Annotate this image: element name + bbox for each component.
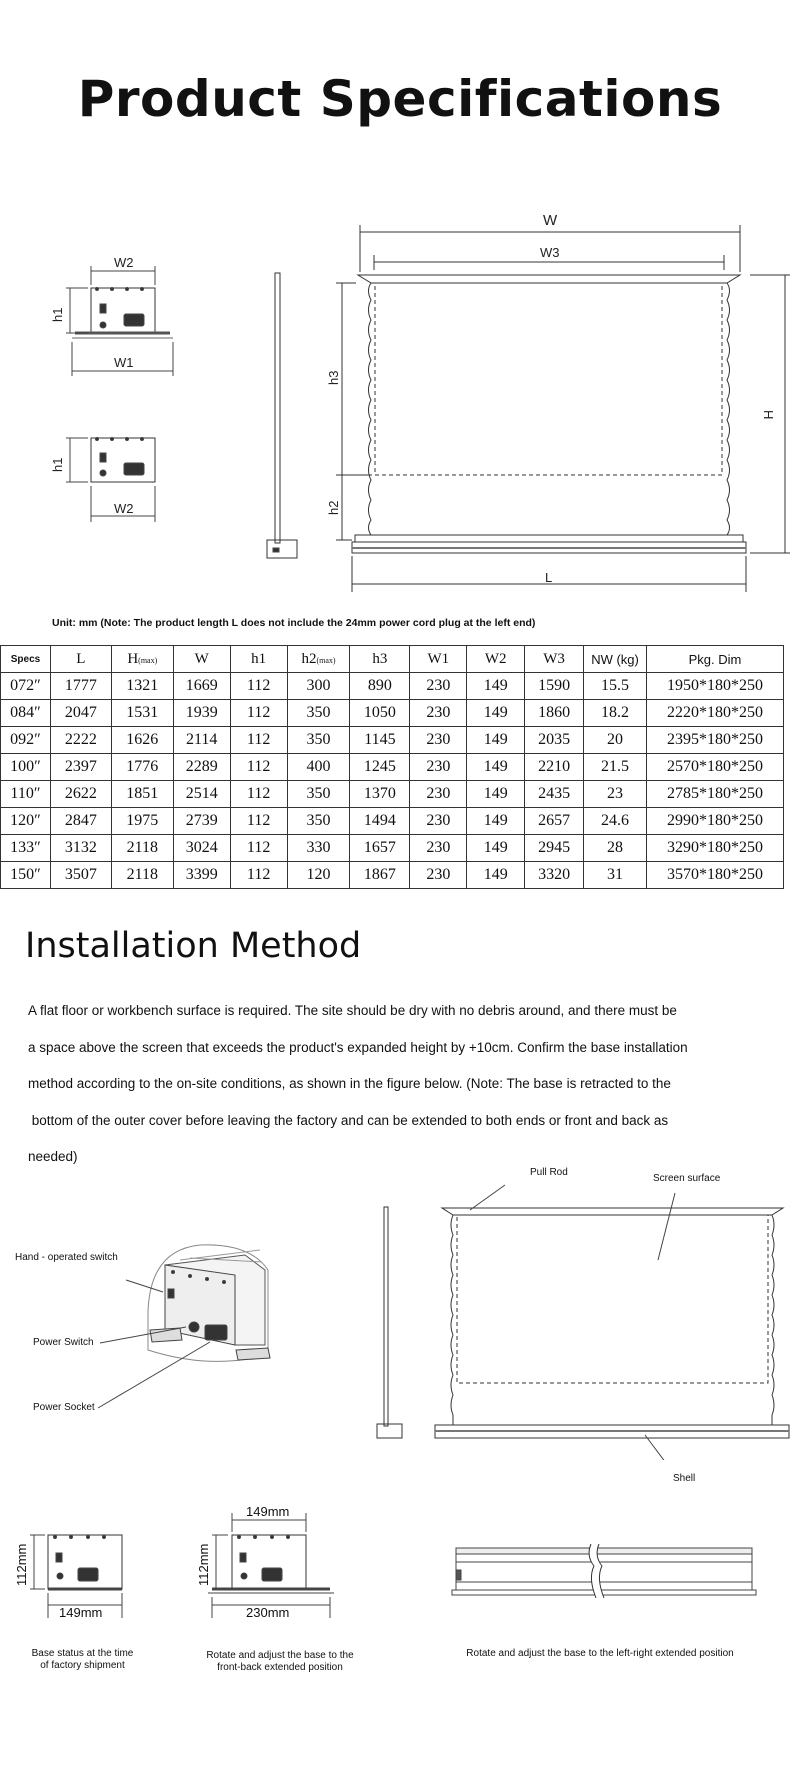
spec-cell: 092″ bbox=[1, 727, 51, 754]
installation-diagram bbox=[0, 1160, 800, 1460]
dim-149-label: 149mm bbox=[59, 1605, 103, 1620]
spec-cell: 350 bbox=[287, 781, 350, 808]
spec-cell: 890 bbox=[350, 673, 410, 700]
spec-cell: 110″ bbox=[1, 781, 51, 808]
spec-cell: 149 bbox=[467, 754, 525, 781]
spec-table bbox=[0, 645, 784, 889]
header-w3: W3 bbox=[525, 646, 584, 673]
spec-cell: 1939 bbox=[173, 700, 230, 727]
header-specs: Specs bbox=[1, 646, 51, 673]
spec-row bbox=[1, 808, 784, 835]
dim-112-label-2: 112mm bbox=[196, 1543, 211, 1586]
spec-cell: 149 bbox=[467, 673, 525, 700]
spec-cell: 28 bbox=[584, 835, 647, 862]
spec-cell: 2622 bbox=[50, 781, 111, 808]
dim-112-label: 112mm bbox=[14, 1543, 29, 1586]
unit-note: Unit: mm (Note: The product length L does not include the 24mm power cord plug at the left end) bbox=[52, 617, 536, 629]
spec-cell: 21.5 bbox=[584, 754, 647, 781]
side-view-pole bbox=[267, 273, 297, 558]
spec-row bbox=[1, 673, 784, 700]
spec-table-body bbox=[1, 673, 784, 889]
spec-cell: 3399 bbox=[173, 862, 230, 889]
spec-cell: 330 bbox=[287, 835, 350, 862]
dim-w2-label-2: W2 bbox=[114, 501, 134, 516]
spec-row bbox=[1, 862, 784, 889]
spec-cell: 2990*180*250 bbox=[647, 808, 784, 835]
spec-header-row bbox=[1, 646, 784, 673]
base-front-view-2 bbox=[66, 438, 155, 523]
installation-line: A flat floor or workbench surface is required. The site should be dry with no debris around, and there must be bbox=[28, 1003, 677, 1018]
spec-cell: 2222 bbox=[50, 727, 111, 754]
spec-cell: 1370 bbox=[350, 781, 410, 808]
spec-cell: 2657 bbox=[525, 808, 584, 835]
spec-cell: 1626 bbox=[111, 727, 173, 754]
base-left-right-position bbox=[452, 1544, 756, 1598]
dim-l-label: L bbox=[545, 570, 553, 585]
spec-cell: 2395*180*250 bbox=[647, 727, 784, 754]
base-closeup bbox=[148, 1245, 270, 1362]
spec-cell: 1245 bbox=[350, 754, 410, 781]
spec-cell: 2570*180*250 bbox=[647, 754, 784, 781]
spec-cell: 230 bbox=[410, 673, 467, 700]
spec-cell: 100″ bbox=[1, 754, 51, 781]
caption-factory-position: Base status at the time of factory shipment bbox=[31, 1648, 134, 1671]
spec-cell: 350 bbox=[287, 808, 350, 835]
spec-cell: 112 bbox=[230, 808, 287, 835]
spec-cell: 15.5 bbox=[584, 673, 647, 700]
spec-cell: 112 bbox=[230, 862, 287, 889]
header-nw: NW (kg) bbox=[584, 646, 647, 673]
spec-cell: 20 bbox=[584, 727, 647, 754]
spec-cell: 2945 bbox=[525, 835, 584, 862]
header-w1: W1 bbox=[410, 646, 467, 673]
spec-cell: 072″ bbox=[1, 673, 51, 700]
spec-cell: 149 bbox=[467, 781, 525, 808]
spec-row bbox=[1, 781, 784, 808]
base-front-back-position bbox=[208, 1513, 334, 1618]
spec-cell: 149 bbox=[467, 727, 525, 754]
callout-power-socket: Power Socket bbox=[33, 1402, 95, 1413]
spec-cell: 084″ bbox=[1, 700, 51, 727]
dim-h2-label: h2 bbox=[326, 500, 341, 515]
spec-row bbox=[1, 700, 784, 727]
header-w: W bbox=[173, 646, 230, 673]
spec-cell: 2847 bbox=[50, 808, 111, 835]
installation-screen bbox=[435, 1208, 789, 1438]
spec-cell: 3570*180*250 bbox=[647, 862, 784, 889]
dim-149-label-2: 149mm bbox=[246, 1504, 290, 1519]
spec-cell: 350 bbox=[287, 700, 350, 727]
spec-cell: 150″ bbox=[1, 862, 51, 889]
spec-cell: 2397 bbox=[50, 754, 111, 781]
dim-h-label: H bbox=[761, 410, 776, 420]
spec-cell: 149 bbox=[467, 862, 525, 889]
spec-cell: 149 bbox=[467, 808, 525, 835]
spec-cell: 3024 bbox=[173, 835, 230, 862]
spec-cell: 2785*180*250 bbox=[647, 781, 784, 808]
callout-power-switch: Power Switch bbox=[33, 1337, 94, 1348]
installation-title: Installation Method bbox=[25, 926, 362, 966]
header-w2: W2 bbox=[467, 646, 525, 673]
spec-cell: 112 bbox=[230, 700, 287, 727]
spec-cell: 1975 bbox=[111, 808, 173, 835]
spec-cell: 2118 bbox=[111, 835, 173, 862]
spec-cell: 112 bbox=[230, 754, 287, 781]
dim-h3-label: h3 bbox=[326, 370, 341, 385]
spec-cell: 1777 bbox=[50, 673, 111, 700]
callout-shell: Shell bbox=[673, 1473, 696, 1484]
installation-line: needed) bbox=[28, 1149, 78, 1164]
spec-cell: 2114 bbox=[173, 727, 230, 754]
installation-line: bottom of the outer cover before leaving the factory and can be extended to both ends or front and back as bbox=[28, 1112, 669, 1128]
base-positions-diagram bbox=[0, 1500, 800, 1640]
spec-cell: 2514 bbox=[173, 781, 230, 808]
spec-row bbox=[1, 727, 784, 754]
spec-cell: 2739 bbox=[173, 808, 230, 835]
spec-cell: 3320 bbox=[525, 862, 584, 889]
spec-cell: 112 bbox=[230, 727, 287, 754]
spec-cell: 31 bbox=[584, 862, 647, 889]
spec-cell: 1531 bbox=[111, 700, 173, 727]
spec-cell: 18.2 bbox=[584, 700, 647, 727]
spec-cell: 230 bbox=[410, 808, 467, 835]
spec-cell: 3507 bbox=[50, 862, 111, 889]
spec-cell: 1590 bbox=[525, 673, 584, 700]
callout-screen-surface: Screen surface bbox=[653, 1173, 721, 1184]
dim-230-label: 230mm bbox=[246, 1605, 290, 1620]
spec-cell: 2118 bbox=[111, 862, 173, 889]
caption-front-back-position: Rotate and adjust the base to the front-back extended position bbox=[206, 1650, 354, 1673]
header-l: L bbox=[50, 646, 111, 673]
header-h1: h1 bbox=[230, 646, 287, 673]
spec-cell: 3132 bbox=[50, 835, 111, 862]
spec-cell: 1145 bbox=[350, 727, 410, 754]
spec-cell: 2035 bbox=[525, 727, 584, 754]
spec-drawing bbox=[0, 190, 800, 610]
spec-cell: 1867 bbox=[350, 862, 410, 889]
spec-cell: 1657 bbox=[350, 835, 410, 862]
spec-cell: 1669 bbox=[173, 673, 230, 700]
page-title: Product Specifications bbox=[77, 70, 723, 128]
callout-pull-rod: Pull Rod bbox=[530, 1167, 568, 1178]
spec-cell: 112 bbox=[230, 673, 287, 700]
header-pkg-dim: Pkg. Dim bbox=[647, 646, 784, 673]
installation-line: method according to the on-site conditions, as shown in the figure below. (Note: The base is retracted to the bbox=[28, 1076, 671, 1091]
spec-cell: 120″ bbox=[1, 808, 51, 835]
spec-cell: 1494 bbox=[350, 808, 410, 835]
dim-h1-label-2: h1 bbox=[50, 457, 65, 472]
spec-cell: 120 bbox=[287, 862, 350, 889]
spec-cell: 149 bbox=[467, 700, 525, 727]
spec-cell: 230 bbox=[410, 754, 467, 781]
spec-cell: 2220*180*250 bbox=[647, 700, 784, 727]
installation-line: a space above the screen that exceeds the product's expanded height by +10cm. Confirm the base installation bbox=[28, 1039, 688, 1055]
caption-left-right-position: Rotate and adjust the base to the left-right extended position bbox=[466, 1648, 734, 1659]
dim-w3-label: W3 bbox=[540, 245, 560, 260]
spec-cell: 350 bbox=[287, 727, 350, 754]
dim-w2-label: W2 bbox=[114, 255, 134, 270]
callout-hand-switch: Hand - operated switch bbox=[15, 1252, 118, 1263]
spec-cell: 2210 bbox=[525, 754, 584, 781]
dim-w-label: W bbox=[543, 212, 558, 229]
spec-cell: 112 bbox=[230, 781, 287, 808]
spec-cell: 1050 bbox=[350, 700, 410, 727]
header-h2: h2(max) bbox=[287, 646, 350, 673]
spec-cell: 2047 bbox=[50, 700, 111, 727]
spec-row bbox=[1, 835, 784, 862]
spec-cell: 2435 bbox=[525, 781, 584, 808]
dim-h1-label: h1 bbox=[50, 307, 65, 322]
spec-cell: 1860 bbox=[525, 700, 584, 727]
spec-cell: 1776 bbox=[111, 754, 173, 781]
spec-cell: 2289 bbox=[173, 754, 230, 781]
spec-cell: 230 bbox=[410, 781, 467, 808]
header-h: H(max) bbox=[111, 646, 173, 673]
installation-text bbox=[28, 993, 788, 1176]
spec-cell: 23 bbox=[584, 781, 647, 808]
header-h3: h3 bbox=[350, 646, 410, 673]
spec-cell: 112 bbox=[230, 835, 287, 862]
spec-cell: 149 bbox=[467, 835, 525, 862]
spec-cell: 3290*180*250 bbox=[647, 835, 784, 862]
spec-cell: 230 bbox=[410, 700, 467, 727]
screen-front-view bbox=[336, 225, 790, 592]
dim-w1-label: W1 bbox=[114, 355, 134, 370]
spec-cell: 230 bbox=[410, 862, 467, 889]
spec-row bbox=[1, 754, 784, 781]
spec-cell: 133″ bbox=[1, 835, 51, 862]
spec-cell: 1321 bbox=[111, 673, 173, 700]
spec-cell: 1851 bbox=[111, 781, 173, 808]
spec-cell: 1950*180*250 bbox=[647, 673, 784, 700]
spec-cell: 24.6 bbox=[584, 808, 647, 835]
spec-cell: 230 bbox=[410, 835, 467, 862]
spec-cell: 300 bbox=[287, 673, 350, 700]
spec-cell: 400 bbox=[287, 754, 350, 781]
spec-cell: 230 bbox=[410, 727, 467, 754]
